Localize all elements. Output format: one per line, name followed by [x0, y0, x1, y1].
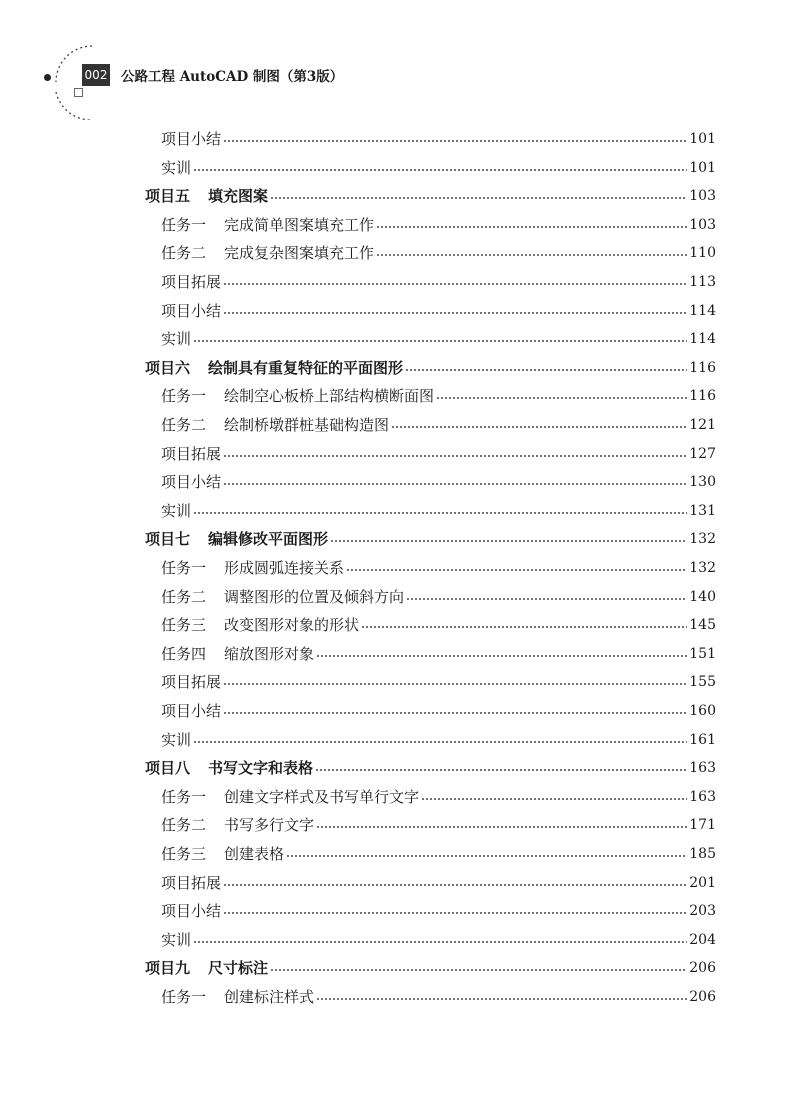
toc-label: 项目拓展: [161, 673, 222, 692]
toc-page-number: 206: [689, 960, 716, 977]
toc-prefix: 任务二: [161, 587, 207, 606]
toc-page-number: 203: [689, 903, 716, 920]
toc-page-number: 103: [689, 216, 716, 233]
toc-entry-row[interactable]: [161, 154, 716, 182]
dot-leader: [223, 483, 687, 485]
toc-page-number: 204: [689, 931, 716, 948]
dot-leader: [376, 254, 687, 256]
toc-entry-row[interactable]: [161, 811, 716, 839]
toc-label: 项目拓展: [161, 273, 222, 291]
toc-page-number: 151: [689, 645, 716, 662]
toc-prefix: 任务一: [161, 787, 207, 806]
dot-leader: [286, 855, 687, 857]
toc-page-number: 163: [689, 788, 716, 805]
toc-prefix: 任务三: [161, 616, 207, 635]
toc-entry-row[interactable]: [161, 611, 716, 639]
toc-chapter-row[interactable]: [145, 182, 716, 210]
toc-page-number: 206: [689, 989, 716, 1005]
toc-entry-row[interactable]: [161, 325, 716, 353]
toc-entry-row[interactable]: [161, 783, 716, 811]
toc-entry-row[interactable]: [161, 668, 716, 696]
toc-label: 实训: [161, 501, 192, 520]
toc-chapter-row[interactable]: [145, 525, 716, 553]
toc-label: 项目拓展: [161, 444, 222, 463]
toc-entry-row[interactable]: [161, 411, 716, 439]
toc-label: 绘制桥墩群桩基础构造图: [224, 416, 390, 434]
toc-label: 实训: [161, 930, 192, 949]
toc-label: 项目小结: [161, 902, 222, 921]
toc-label: 书写多行文字: [224, 816, 315, 835]
dot-leader: [406, 598, 687, 600]
toc-prefix: 任务一: [161, 988, 207, 1006]
toc-label: 绘制具有重复特征的平面图形: [208, 358, 404, 377]
toc-label: 书写文字和表格: [208, 759, 314, 778]
toc-label: 填充图案: [208, 187, 269, 206]
toc-entry-row[interactable]: [161, 840, 716, 868]
dot-leader: [376, 226, 687, 228]
toc-entry-row[interactable]: [161, 869, 716, 897]
toc-label: 创建表格: [224, 845, 285, 863]
toc-entry-row[interactable]: [161, 554, 716, 582]
toc-entry-row[interactable]: [161, 726, 716, 754]
toc-label: 调整图形的位置及倾斜方向: [224, 587, 405, 606]
dot-leader: [316, 826, 687, 828]
toc-page-number: 114: [689, 331, 716, 348]
dot-leader: [391, 426, 687, 428]
toc-page-number: 113: [689, 274, 716, 290]
dot-leader: [193, 741, 687, 743]
toc-prefix: 项目九: [145, 959, 191, 978]
dot-leader: [223, 683, 687, 685]
dot-leader: [421, 798, 687, 800]
toc-prefix: 任务三: [161, 845, 207, 863]
toc-label: 完成复杂图案填充工作: [224, 244, 375, 263]
toc-entry-row[interactable]: [161, 440, 716, 468]
toc-entry-row[interactable]: [161, 268, 716, 296]
toc-entry-row[interactable]: [161, 297, 716, 325]
dot-leader: [193, 512, 687, 514]
toc-page-number: 131: [689, 502, 716, 519]
toc-prefix: 任务二: [161, 816, 207, 835]
dot-leader: [223, 712, 687, 714]
toc-label: 项目小结: [161, 130, 222, 148]
toc-entry-row[interactable]: [161, 125, 716, 153]
toc-prefix: 项目七: [145, 530, 191, 549]
toc-label: 实训: [161, 730, 192, 749]
toc-page-number: 116: [689, 359, 716, 376]
toc-prefix: 任务四: [161, 644, 207, 663]
dot-leader: [223, 283, 687, 285]
toc-page-number: 130: [689, 474, 716, 491]
toc-entry-row[interactable]: [161, 926, 716, 954]
toc-entry-row[interactable]: [161, 468, 716, 496]
dot-leader: [193, 169, 687, 171]
toc-label: 创建文字样式及书写单行文字: [224, 787, 420, 806]
toc-chapter-row[interactable]: [145, 954, 716, 982]
toc-page-number: 103: [689, 188, 716, 205]
toc-page-number: 101: [689, 131, 716, 147]
toc-page-number: 161: [689, 731, 716, 748]
toc-label: 缩放图形对象: [224, 644, 315, 663]
toc-label: 改变图形对象的形状: [224, 616, 360, 635]
toc-page-number: 163: [689, 760, 716, 777]
toc-prefix: 任务一: [161, 387, 207, 406]
dot-leader: [405, 369, 687, 371]
toc-prefix: 项目六: [145, 358, 191, 377]
book-title: 公路工程 AutoCAD 制图（第3版）: [121, 69, 344, 85]
dot-leader: [270, 197, 687, 199]
toc-page-number: 155: [689, 674, 716, 691]
toc-page-number: 114: [689, 302, 716, 319]
toc-page-number: 160: [689, 703, 716, 719]
toc-page-number: 201: [689, 874, 716, 891]
dot-leader: [223, 455, 687, 457]
page-header: [0, 40, 790, 120]
toc-page-number: 132: [689, 531, 716, 548]
toc-entry-row[interactable]: [161, 382, 716, 410]
toc-page-number: 171: [689, 817, 716, 834]
dot-leader: [346, 569, 687, 571]
toc-entry-row[interactable]: [161, 983, 716, 1011]
dot-leader: [223, 312, 687, 314]
toc-entry-row[interactable]: [161, 211, 716, 239]
toc-label: 形成圆弧连接关系: [224, 559, 345, 577]
toc-chapter-row[interactable]: [145, 754, 716, 782]
toc-page-number: 101: [689, 159, 716, 176]
toc-label: 完成简单图案填充工作: [224, 215, 375, 234]
page-number-badge: 002: [82, 64, 110, 86]
toc-label: 绘制空心板桥上部结构横断面图: [224, 387, 435, 406]
toc-entry-row[interactable]: [161, 583, 716, 611]
dot-leader: [193, 340, 687, 342]
toc-page-number: 110: [689, 245, 716, 262]
toc-entry-row[interactable]: [161, 697, 716, 725]
square-marker-icon: [74, 88, 83, 97]
dot-leader: [330, 540, 687, 542]
toc-entry-row[interactable]: [161, 239, 716, 267]
toc-label: 实训: [161, 330, 192, 349]
toc-chapter-row[interactable]: [145, 354, 716, 382]
dot-leader: [361, 626, 687, 628]
toc-page-number: 121: [689, 417, 716, 433]
toc-entry-row[interactable]: [161, 897, 716, 925]
dot-leader: [193, 941, 687, 943]
bullet-dot-icon: [44, 74, 51, 81]
toc-label: 尺寸标注: [208, 959, 269, 978]
dot-leader: [316, 998, 687, 1000]
toc-prefix: 任务一: [161, 215, 207, 234]
toc-prefix: 任务二: [161, 244, 207, 263]
toc-prefix: 项目五: [145, 187, 191, 206]
dot-leader: [223, 140, 687, 142]
toc-label: 创建标注样式: [224, 988, 315, 1006]
dot-leader: [315, 769, 687, 771]
dot-leader: [223, 884, 687, 886]
toc-prefix: 项目八: [145, 759, 191, 778]
dot-leader: [223, 912, 687, 914]
dot-leader: [316, 655, 687, 657]
toc-prefix: 任务二: [161, 416, 207, 434]
toc-entry-row[interactable]: [161, 497, 716, 525]
toc-label: 实训: [161, 158, 192, 177]
toc-label: 编辑修改平面图形: [208, 530, 329, 549]
toc-prefix: 任务一: [161, 559, 207, 577]
toc-page-number: 140: [689, 588, 716, 605]
toc-page-number: 145: [689, 617, 716, 634]
toc-page-number: 116: [689, 388, 716, 405]
toc-entry-row[interactable]: [161, 640, 716, 668]
toc-page-number: 132: [689, 560, 716, 576]
dot-leader: [436, 397, 687, 399]
toc-page-number: 127: [689, 445, 716, 462]
toc-label: 项目拓展: [161, 873, 222, 892]
toc-page-number: 185: [689, 846, 716, 862]
dot-leader: [270, 969, 687, 971]
toc-label: 项目小结: [161, 473, 222, 492]
toc-label: 项目小结: [161, 702, 222, 720]
toc-label: 项目小结: [161, 301, 222, 320]
